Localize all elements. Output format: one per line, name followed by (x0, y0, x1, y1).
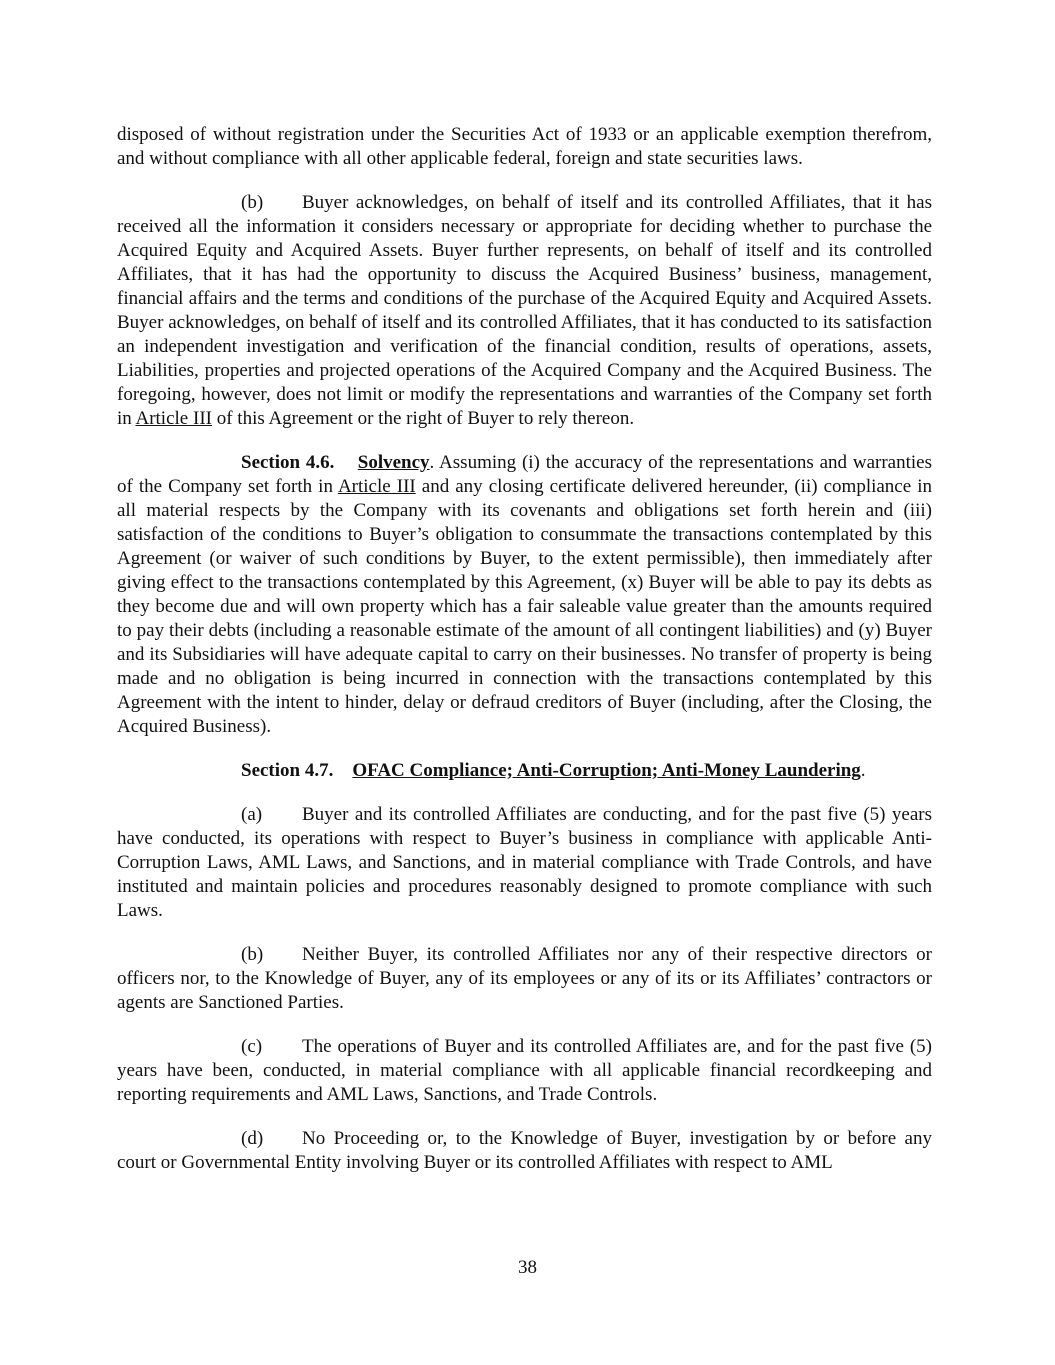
clause-number: (d) (241, 1128, 264, 1149)
clause-text: Buyer and its controlled Affiliates are conducting, and for the past five (5) years have conducted, its operations with respect to Buyer’s business in compliance with applicable Anti-Corruption Laws, AML Laws, and Sanctions, and in material compliance with Trade Controls, and have instituted and maintain policies and procedures reasonably designed to promote compliance with such Laws. (117, 804, 932, 921)
clause-number: (b) (241, 192, 264, 213)
clause-text: Neither Buyer, its controlled Affiliates nor any of their respective directors or officers nor, to the Knowledge of Buyer, any of its employees or any of its or its Affiliates’ contractors or agents are Sanctioned Parties. (117, 944, 932, 1013)
section-label: Section 4.6. (241, 452, 335, 473)
section-title: Solvency (357, 452, 430, 473)
paragraph-b-acknowledgement (117, 191, 932, 431)
article-iii-reference: Article III (337, 476, 416, 497)
paragraph-continuation: disposed of without registration under the Securities Act of 1933 or an applicable exemption therefrom, and without compliance with all other applicable federal, foreign and state securities laws. (117, 124, 932, 169)
page-number: 38 (518, 1257, 537, 1278)
section-text-end: and any closing certificate delivered hereunder, (ii) compliance in all material respects by the Company with its covenants and obligations set forth herein and (iii) satisfaction of the conditions to Buyer’s obligation to consummate the transactions contemplated by this Agreement (or waiver of such conditions by Buyer, to the extent permissible), then immediately after giving effect to the transactions contemplated by this Agreement, (x) Buyer will be able to pay its debts as they become due and will own property which has a fair saleable value greater than the amounts required to pay their debts (including a reasonable estimate of the amount of all contingent liabilities) and (y) Buyer and its Subsidiaries will have adequate capital to carry on their businesses. No transfer of property is being made and no obligation is being incurred in connection with the transactions contemplated by this Agreement with the intent to hinder, delay or defraud creditors of Buyer (including, after the Closing, the Acquired Business). (117, 476, 932, 737)
clause-b (117, 943, 932, 1015)
clause-text: The operations of Buyer and its controlled Affiliates are, and for the past five (5) years have been, conducted, in material compliance with all applicable financial recordkeeping and reporting requirements and AML Laws, Sanctions, and Trade Controls. (117, 1036, 932, 1105)
clause-a (117, 803, 932, 923)
clause-text: Buyer acknowledges, on behalf of itself and its controlled Affiliates, that it has received all the information it considers necessary or appropriate for deciding whether to purchase the Acquired Equity and Acquired Assets. Buyer further represents, on behalf of itself and its controlled Affiliates, that it has had the opportunity to discuss the Acquired Business’ business, management, financial affairs and the terms and conditions of the purchase of the Acquired Equity and Acquired Assets. Buyer acknowledges, on behalf of itself and its controlled Affiliates, that it has conducted to its satisfaction an independent investigation and verification of the financial condition, results of operations, assets, Liabilities, properties and projected operations of the Acquired Company and the Acquired Business. The foregoing, however, does not limit or modify the representations and warranties of the Company set forth in (117, 192, 932, 429)
clause-number: (a) (241, 804, 263, 825)
clause-d (117, 1127, 932, 1175)
document-body (117, 123, 932, 1195)
section-text: . Assuming (i) the accuracy of the representations and warranties of the Company set forth in (117, 452, 932, 497)
article-iii-reference: Article III (135, 408, 212, 429)
clause-c (117, 1035, 932, 1107)
section-4-7-heading (117, 759, 932, 783)
clause-number: (b) (241, 944, 264, 965)
section-title: OFAC Compliance; Anti-Corruption; Anti-Money Laundering (352, 760, 861, 781)
section-title-period: . (860, 760, 866, 781)
clause-number: (c) (241, 1036, 263, 1057)
section-4-6 (117, 451, 932, 739)
clause-text: No Proceeding or, to the Knowledge of Buyer, investigation by or before any court or Governmental Entity involving Buyer or its controlled Affiliates with respect to AML (117, 1128, 932, 1173)
section-label: Section 4.7. (241, 760, 334, 781)
clause-text-end: of this Agreement or the right of Buyer to rely thereon. (211, 408, 635, 429)
